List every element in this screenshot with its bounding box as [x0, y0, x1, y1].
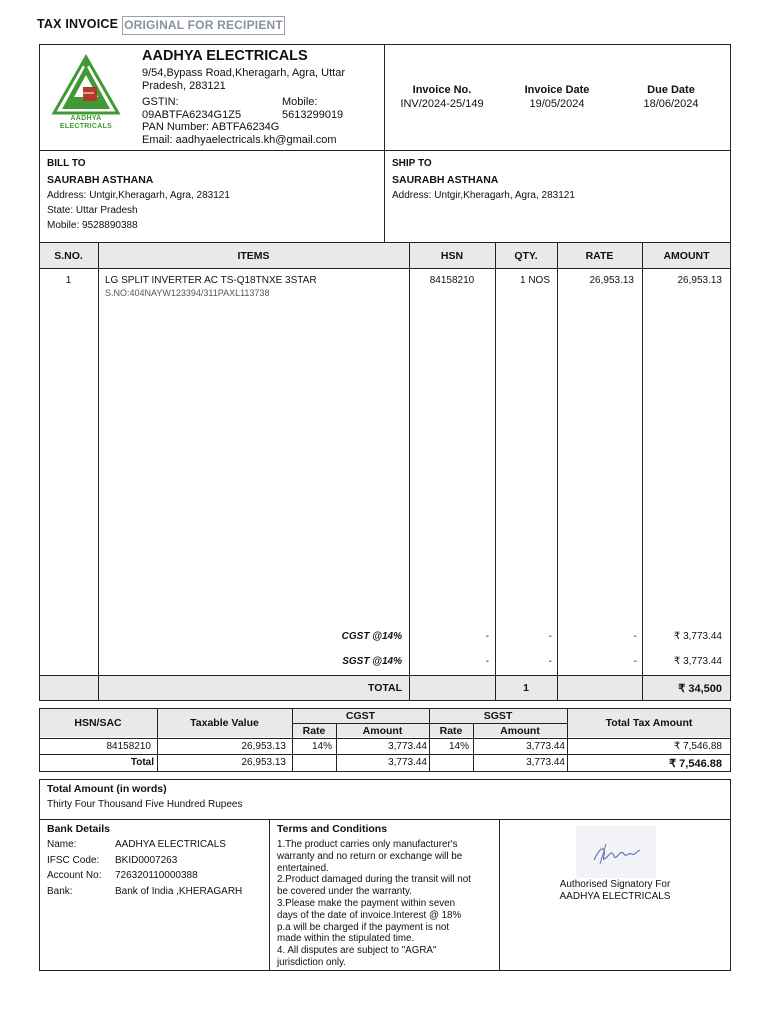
terms-line: p.a will be charged if the payment is not: [277, 921, 450, 933]
terms-line: warranty and no return or exchange will be: [277, 850, 463, 862]
company-address-1: 9/54,Bypass Road,Kheragarh, Agra, Uttar: [142, 67, 346, 79]
cgst-row-label: CGST @14%: [341, 631, 402, 642]
items-total-label: TOTAL: [367, 682, 402, 694]
bank-name-value: AADHYA ELECTRICALS: [115, 839, 226, 850]
terms-line: 4. All disputes are subject to "AGRA": [277, 945, 437, 957]
item-rate: 26,953.13: [589, 275, 634, 286]
signatory-line-2: AADHYA ELECTRICALS: [559, 891, 671, 902]
bill-to-address: Address: Untgir,Kheragarh, Agra, 283121: [47, 190, 230, 201]
invoice-no-value: INV/2024-25/149: [400, 98, 484, 110]
hsn-total-sgst: 3,773.44: [526, 757, 565, 768]
cgst-row-hsn: -: [485, 631, 489, 642]
hsn-total-taxable: 26,953.13: [241, 757, 286, 768]
document-title: TAX INVOICE: [37, 17, 119, 31]
invoice-date-label: Invoice Date: [524, 84, 590, 96]
terms-list: [277, 839, 497, 969]
terms-line: jurisdiction only.: [277, 956, 346, 968]
bank-value: Bank of India ,KHERAGARH: [115, 886, 243, 897]
terms-line: days of the date of invoice.Interest @ 18%: [277, 909, 462, 921]
amount-in-words-value: Thirty Four Thousand Five Hundred Rupees: [47, 799, 243, 810]
amount-in-words-label: Total Amount (in words): [47, 783, 167, 795]
bill-to-mobile: Mobile: 9528890388: [47, 220, 138, 231]
ship-to-name: SAURABH ASTHANA: [392, 174, 499, 186]
hsn-row-cgst-amount: 3,773.44: [388, 741, 427, 752]
cgst-amount-header: Amount: [362, 725, 403, 737]
cgst-row-qty: -: [548, 631, 552, 642]
taxable-value-header: Taxable Value: [190, 717, 259, 729]
company-logo: [50, 53, 122, 133]
col-hsn-header: HSN: [440, 250, 464, 262]
hsn-row-total: ₹ 7,546.88: [673, 741, 722, 752]
signatory-line-1: Authorised Signatory For: [559, 879, 671, 890]
terms-title: Terms and Conditions: [277, 823, 388, 835]
cgst-rate-header: Rate: [302, 725, 326, 737]
pan-number: PAN Number: ABTFA6234G: [142, 121, 280, 133]
hsn-row-sgst-rate: 14%: [448, 741, 469, 752]
invoice-date-value: 19/05/2024: [529, 98, 585, 110]
invoice-no-label: Invoice No.: [412, 84, 472, 96]
company-address-2: Pradesh, 283121: [142, 80, 226, 92]
ship-to-label: SHIP TO: [392, 158, 432, 169]
terms-line: made within the stipulated time.: [277, 933, 415, 945]
item-qty: 1 NOS: [519, 275, 550, 286]
hsn-row-cgst-rate: 14%: [311, 741, 332, 752]
terms-line: entertained.: [277, 862, 329, 874]
company-email: Email: aadhyaelectricals.kh@gmail.com: [142, 134, 337, 146]
mobile-value: 5613299019: [282, 109, 344, 121]
recipient-badge: ORIGINAL FOR RECIPIENT: [122, 16, 285, 35]
item-amount: 26,953.13: [677, 275, 722, 286]
hsn-total-label: Total: [130, 757, 154, 768]
sgst-header: SGST: [483, 710, 513, 722]
gstin-label: GSTIN:: [142, 96, 179, 108]
bank-name-label: Name:: [47, 839, 77, 850]
signature-scribble-icon: [576, 826, 656, 878]
hsn-sac-header: HSN/SAC: [74, 717, 122, 729]
account-label: Account No:: [47, 870, 102, 881]
sgst-row-amount: ₹ 3,773.44: [673, 656, 722, 667]
item-name: LG SPLIT INVERTER AC TS-Q18TNXE 3STAR: [105, 275, 317, 286]
due-date-value: 18/06/2024: [643, 98, 699, 110]
hsn-row-sgst-amount: 3,773.44: [526, 741, 565, 752]
bill-to-label: BILL TO: [47, 158, 86, 169]
col-amount-header: AMOUNT: [663, 250, 710, 262]
col-qty-header: QTY.: [514, 250, 538, 262]
bill-to-name: SAURABH ASTHANA: [47, 174, 154, 186]
terms-line: 2.Product damaged during the transit will not: [277, 874, 471, 886]
cgst-row-amount: ₹ 3,773.44: [673, 631, 722, 642]
bank-label: Bank:: [47, 886, 73, 897]
col-sno-header: S.NO.: [54, 250, 83, 262]
sgst-row-qty: -: [548, 656, 552, 667]
total-tax-header: Total Tax Amount: [605, 717, 693, 729]
hsn-total-cgst: 3,773.44: [388, 757, 427, 768]
ifsc-label: IFSC Code:: [47, 855, 100, 866]
items-total-amount: ₹ 34,500: [678, 683, 722, 695]
account-value: 726320110000388: [115, 870, 198, 881]
ifsc-value: BKID0007263: [115, 855, 178, 866]
terms-line: 1.The product carries only manufacturer's: [277, 839, 458, 850]
due-date-label: Due Date: [647, 84, 695, 96]
items-total-qty: 1: [523, 682, 529, 694]
item-serial: S.NO:404NAYW123394/311PAXL113738: [105, 288, 270, 298]
logo-text: AADHYA ELECTRICALS: [59, 115, 113, 130]
cgst-header: CGST: [345, 710, 376, 722]
sgst-row-rate: -: [633, 656, 637, 667]
sgst-amount-header: Amount: [500, 725, 540, 737]
terms-line: be covered under the warranty.: [277, 886, 412, 898]
item-sno: 1: [65, 275, 72, 286]
gstin-value: 09ABTFA6234G1Z5: [142, 109, 242, 121]
signature-image: [576, 826, 656, 878]
bank-details-title: Bank Details: [47, 823, 111, 835]
sgst-row-label: SGST @14%: [342, 656, 402, 667]
bill-to-state: State: Uttar Pradesh: [47, 205, 138, 216]
hsn-total-tax: ₹ 7,546.88: [669, 758, 722, 770]
col-rate-header: RATE: [585, 250, 614, 262]
sgst-rate-header: Rate: [439, 725, 463, 737]
hsn-row-code: 84158210: [106, 741, 151, 752]
cgst-row-rate: -: [633, 631, 637, 642]
col-items-header: ITEMS: [237, 250, 270, 262]
item-hsn: 84158210: [429, 275, 475, 286]
hsn-row-taxable: 26,953.13: [241, 741, 286, 752]
ship-to-address: Address: Untgir,Kheragarh, Agra, 283121: [392, 190, 575, 201]
company-name: AADHYA ELECTRICALS: [142, 48, 308, 64]
mobile-label: Mobile:: [282, 96, 318, 108]
sgst-row-hsn: -: [485, 656, 489, 667]
terms-line: 3.Please make the payment within seven: [277, 897, 456, 909]
